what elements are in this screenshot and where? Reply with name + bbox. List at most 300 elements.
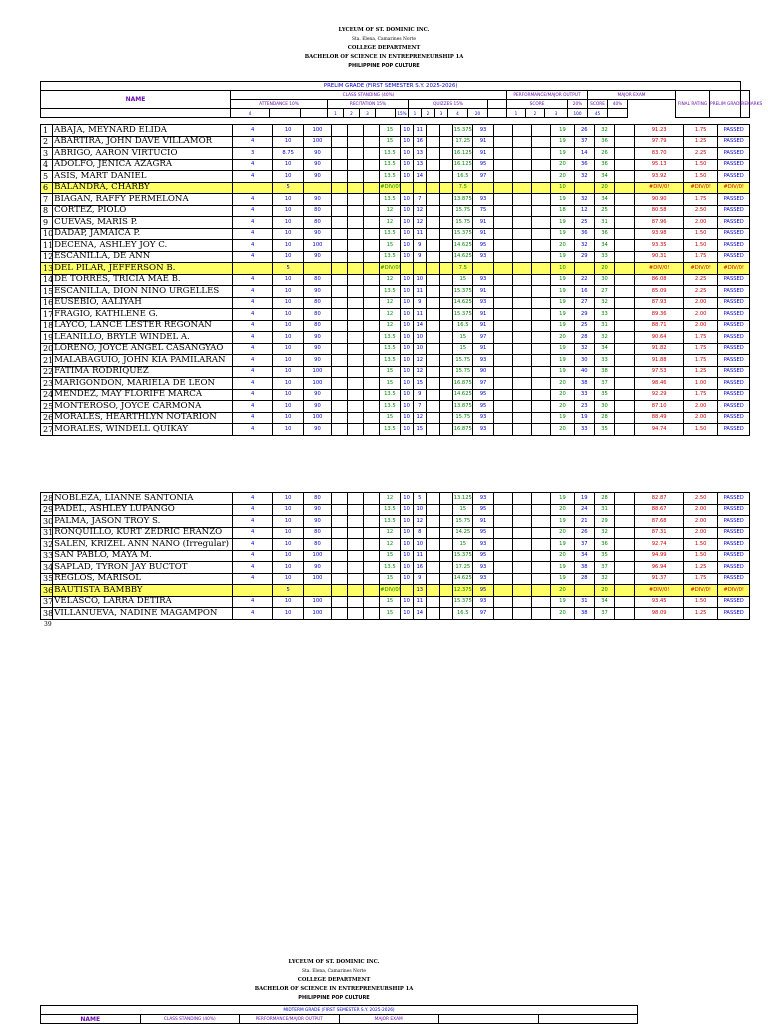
- exam-40pct: 31: [594, 504, 614, 516]
- recitation-1: 100: [304, 412, 331, 424]
- perf-score-2: [493, 125, 512, 137]
- spacer: [615, 596, 635, 608]
- prelim-grade: 2.00: [683, 412, 717, 424]
- final-rating: 86.08: [635, 274, 684, 286]
- final-rating: #DIV/0!: [635, 182, 684, 194]
- perf-score-2: [493, 297, 512, 309]
- exam-40pct: 34: [594, 596, 614, 608]
- student-name: MALABAGUIO, JOHN KIA PAMILARAN: [53, 355, 233, 367]
- perf-score-2: [493, 274, 512, 286]
- attendance: 4: [233, 596, 273, 608]
- table-row: [41, 240, 750, 252]
- recitation-1: 90: [304, 401, 331, 413]
- quiz-20: 14.625: [453, 573, 473, 585]
- recitation-header: RECITATION 15%: [328, 100, 409, 109]
- perf-score-1: 93: [473, 596, 493, 608]
- quiz-1: 10: [400, 217, 413, 229]
- table-row: [41, 527, 750, 539]
- recitation-2: [331, 389, 347, 401]
- prelim-grade: #DIV/0!: [683, 182, 717, 194]
- row-number: 36: [41, 585, 53, 597]
- exam-score: 16: [574, 286, 594, 298]
- recitation-15pct: 12: [380, 297, 400, 309]
- quiz-20: 15.75: [453, 366, 473, 378]
- perf-score-1: 95: [473, 389, 493, 401]
- table-row: [41, 125, 750, 137]
- perf-score-4: [532, 539, 551, 551]
- recitation-2: [331, 516, 347, 528]
- quiz-2: 15: [413, 424, 426, 436]
- recitation-2: [331, 539, 347, 551]
- final-rating: 82.87: [635, 493, 684, 505]
- recitation-15pct: 13.5: [380, 332, 400, 344]
- recitation-15pct: 13.5: [380, 251, 400, 263]
- recitation-blank: [364, 332, 380, 344]
- perf-score-1: 93: [473, 274, 493, 286]
- recitation-blank: [364, 401, 380, 413]
- quiz-1: 10: [400, 355, 413, 367]
- perf-score-1: 91: [473, 148, 493, 160]
- spacer: [615, 251, 635, 263]
- exam-40pct: 33: [594, 251, 614, 263]
- perf-score-4: [532, 366, 551, 378]
- remarks: PASSED: [718, 355, 750, 367]
- row-number: 13: [41, 263, 53, 275]
- attendance: 4: [233, 171, 273, 183]
- quiz-2: [413, 263, 426, 275]
- exam-40pct: 36: [594, 539, 614, 551]
- final-rating: 87.96: [635, 217, 684, 229]
- quiz-4: [439, 159, 452, 171]
- perf-score-4: [532, 205, 551, 217]
- recitation-2: [331, 182, 347, 194]
- exam-40pct: 20: [594, 182, 614, 194]
- quiz-2: 10: [413, 274, 426, 286]
- perf-score-4: [532, 194, 551, 206]
- quiz-3: [426, 274, 439, 286]
- row-number: 19: [41, 332, 53, 344]
- perf-20pct: 18: [551, 205, 574, 217]
- prelim-grade: 1.50: [683, 424, 717, 436]
- recitation-1: 90: [304, 251, 331, 263]
- quiz-20: 13.875: [453, 401, 473, 413]
- exam-score: 25: [574, 320, 594, 332]
- attendance: 4: [233, 389, 273, 401]
- recitation-15pct: 12: [380, 309, 400, 321]
- remarks: PASSED: [718, 366, 750, 378]
- quiz-3: [426, 182, 439, 194]
- prelim-grade-header: PRELIM GRADE: [710, 91, 741, 118]
- remarks: PASSED: [718, 159, 750, 171]
- quiz-20: 14.25: [453, 527, 473, 539]
- recitation-3: [347, 217, 363, 229]
- quiz-2: 5: [413, 493, 426, 505]
- perf-score-1: 93: [473, 412, 493, 424]
- quiz-4: [439, 205, 452, 217]
- perf-score-3: [512, 274, 531, 286]
- spacer: [615, 401, 635, 413]
- prelim-grade: 1.75: [683, 251, 717, 263]
- recitation-blank: [364, 194, 380, 206]
- quiz-4: [439, 309, 452, 321]
- perf-20pct: 20: [551, 171, 574, 183]
- recitation-2: [331, 159, 347, 171]
- recitation-blank: [364, 228, 380, 240]
- recitation-15pct: 13.5: [380, 286, 400, 298]
- student-name: ASIS, MART DANIEL: [53, 171, 233, 183]
- recitation-15pct: 12: [380, 539, 400, 551]
- perf-score-2: [493, 585, 512, 597]
- final-rating: 91.82: [635, 343, 684, 355]
- quiz-3: [426, 332, 439, 344]
- recitation-3: [347, 412, 363, 424]
- quiz-2: 11: [413, 309, 426, 321]
- recitation-15pct: 13.5: [380, 355, 400, 367]
- remarks: PASSED: [718, 274, 750, 286]
- final-rating: 95.13: [635, 159, 684, 171]
- final-rating: 94.99: [635, 550, 684, 562]
- recitation-blank: [364, 286, 380, 298]
- recitation-1: 100: [304, 378, 331, 390]
- recitation-2: [331, 263, 347, 275]
- perf-score-3: [512, 148, 531, 160]
- perf-score-2: [493, 608, 512, 620]
- perf-score-3: [512, 320, 531, 332]
- pct40-header: 40%: [608, 100, 628, 109]
- spacer: [615, 171, 635, 183]
- perf-score-2: [493, 539, 512, 551]
- quiz-4: [439, 297, 452, 309]
- recitation-blank: [364, 539, 380, 551]
- recitation-15pct: 13.5: [380, 228, 400, 240]
- table-row: [41, 343, 750, 355]
- recitation-15pct: #DIV/0!: [380, 585, 400, 597]
- recitation-15pct: 13.5: [380, 148, 400, 160]
- quiz-3: [426, 366, 439, 378]
- perf-score-4: [532, 401, 551, 413]
- prelim-grade: 2.25: [683, 148, 717, 160]
- table-row: [41, 171, 750, 183]
- quiz-1: 10: [400, 297, 413, 309]
- perf-score-1: 93: [473, 125, 493, 137]
- quiz-2: 12: [413, 205, 426, 217]
- remarks: PASSED: [718, 332, 750, 344]
- exam-score: 28: [574, 573, 594, 585]
- exam-40pct: 34: [594, 194, 614, 206]
- recitation-15pct: 15: [380, 596, 400, 608]
- spacer: [615, 539, 635, 551]
- exam-40pct: 37: [594, 378, 614, 390]
- quiz-1: 10: [400, 516, 413, 528]
- recitation-15pct: 15: [380, 240, 400, 252]
- table-row: [41, 205, 750, 217]
- attendance-10pct: 10: [272, 504, 303, 516]
- exam-score: 21: [574, 516, 594, 528]
- quiz-3: [426, 125, 439, 137]
- exam-40pct: 38: [594, 366, 614, 378]
- student-name: ABARTIRA, JOHN DAVE VILLAMOR: [53, 136, 233, 148]
- quiz-1: 10: [400, 424, 413, 436]
- exam-score: 19: [574, 493, 594, 505]
- recitation-blank: [364, 205, 380, 217]
- perf-score-1: 95: [473, 585, 493, 597]
- quiz-3: [426, 320, 439, 332]
- spacer: [615, 412, 635, 424]
- attendance-10pct: 10: [272, 424, 303, 436]
- recitation-blank: [364, 240, 380, 252]
- attendance-header: ATTENDANCE 10%: [231, 100, 328, 109]
- table-row: [41, 136, 750, 148]
- table-row: [41, 493, 750, 505]
- perf-score-1: 97: [473, 332, 493, 344]
- table-row: [41, 194, 750, 206]
- quiz-1: 10: [400, 608, 413, 620]
- perf-score-2: [493, 343, 512, 355]
- perf-score-3: [512, 516, 531, 528]
- perf-score-2: [493, 504, 512, 516]
- quiz-3: [426, 550, 439, 562]
- final-rating: 90.64: [635, 332, 684, 344]
- quiz-3: [426, 148, 439, 160]
- quiz-3: [426, 539, 439, 551]
- quiz-4: [439, 493, 452, 505]
- remarks: PASSED: [718, 228, 750, 240]
- perf-score-3: [512, 412, 531, 424]
- perf-score-2: [493, 389, 512, 401]
- spacer: [615, 527, 635, 539]
- attendance-10pct: 5: [272, 263, 303, 275]
- row-number: 6: [41, 182, 53, 194]
- perf-score-1: 95: [473, 550, 493, 562]
- attendance-10pct: 10: [272, 516, 303, 528]
- attendance: 4: [233, 274, 273, 286]
- recitation-1: 90: [304, 159, 331, 171]
- perf-score-3: [512, 343, 531, 355]
- quiz-3: [426, 240, 439, 252]
- perf-score-3: [512, 159, 531, 171]
- perf-20pct: 19: [551, 251, 574, 263]
- student-name: BIAGAN, RAFFY PERMELONA: [53, 194, 233, 206]
- attendance: 4: [233, 493, 273, 505]
- perf-score-4: [532, 125, 551, 137]
- attendance: 4: [233, 424, 273, 436]
- perf-score-2: [493, 286, 512, 298]
- prelim-grade: 2.00: [683, 527, 717, 539]
- final-rating: 96.94: [635, 562, 684, 574]
- quiz-20: 17.25: [453, 136, 473, 148]
- student-name: MENDEZ, MAY FLORIFE MARCA: [53, 389, 233, 401]
- final-rating: 87.10: [635, 401, 684, 413]
- quiz-20: 15: [453, 539, 473, 551]
- attendance-10pct: 10: [272, 125, 303, 137]
- quiz-3: [426, 596, 439, 608]
- prelim-grade: 1.50: [683, 171, 717, 183]
- quiz-3: [426, 389, 439, 401]
- recitation-15pct: 13.5: [380, 194, 400, 206]
- exam-score: 38: [574, 608, 594, 620]
- exam-40pct: 33: [594, 355, 614, 367]
- quiz-4: [439, 332, 452, 344]
- recitation-15pct: 15: [380, 136, 400, 148]
- final-rating: 93.35: [635, 240, 684, 252]
- recitation-3: [347, 585, 363, 597]
- recitation-2: [331, 148, 347, 160]
- quiz-3: [426, 355, 439, 367]
- row-number: 2: [41, 136, 53, 148]
- quiz-2: 10: [413, 504, 426, 516]
- quiz-1: 10: [400, 148, 413, 160]
- perf-score-2: [493, 251, 512, 263]
- remarks-header: REMARKS: [741, 91, 750, 118]
- exam-40pct: 27: [594, 286, 614, 298]
- recitation-blank: [364, 389, 380, 401]
- recitation-1: 90: [304, 562, 331, 574]
- quiz-3: [426, 171, 439, 183]
- recitation-1: 100: [304, 125, 331, 137]
- name-column-header-2: NAME: [41, 1015, 141, 1024]
- recitation-15pct: 15: [380, 378, 400, 390]
- exam-score: 14: [574, 148, 594, 160]
- recitation-2: [331, 424, 347, 436]
- recitation-blank: [364, 182, 380, 194]
- recitation-3: [347, 274, 363, 286]
- attendance: [233, 182, 273, 194]
- attendance: 4: [233, 332, 273, 344]
- attendance: 4: [233, 355, 273, 367]
- quiz-20: 14.625: [453, 240, 473, 252]
- table-row: [41, 286, 750, 298]
- quiz-4: [439, 240, 452, 252]
- student-name: ADOLFO, JENICA AZAGRA: [53, 159, 233, 171]
- quiz-20: 15.375: [453, 309, 473, 321]
- recitation-2: [331, 274, 347, 286]
- attendance: 4: [233, 516, 273, 528]
- perf-score-2: [493, 493, 512, 505]
- department-name: COLLEGE DEPARTMENT: [347, 45, 421, 51]
- perf-score-1: 91: [473, 286, 493, 298]
- score2-header: SCORE: [588, 100, 608, 109]
- final-rating: 91.23: [635, 125, 684, 137]
- student-name: CORTEZ, PIOLO: [53, 205, 233, 217]
- recitation-blank: [364, 412, 380, 424]
- quiz-4: 4: [448, 109, 468, 118]
- perf-score-3: [512, 539, 531, 551]
- attendance-10pct: 10: [272, 596, 303, 608]
- perf-score-3: [512, 389, 531, 401]
- perf-20pct: 19: [551, 217, 574, 229]
- perf-score-2: [493, 332, 512, 344]
- recitation-15pct: 12: [380, 274, 400, 286]
- quiz-20: 15.375: [453, 228, 473, 240]
- recitation-3: [347, 378, 363, 390]
- perf-score-2: [493, 366, 512, 378]
- quiz-2: 9: [413, 240, 426, 252]
- quiz-1: 10: [400, 171, 413, 183]
- recitation-3: [347, 148, 363, 160]
- remarks: PASSED: [718, 573, 750, 585]
- quiz-2: 11: [413, 228, 426, 240]
- prelim-grade: 2.00: [683, 516, 717, 528]
- perf-score-3: [512, 562, 531, 574]
- perf-20pct: 19: [551, 355, 574, 367]
- prelim-grade: 1.25: [683, 562, 717, 574]
- exam-40pct: 20: [594, 263, 614, 275]
- recitation-15pct: 15: [380, 550, 400, 562]
- row-number: 23: [41, 378, 53, 390]
- perf-score-2: [493, 205, 512, 217]
- recitation-2: [331, 343, 347, 355]
- perf-20pct: 19: [551, 493, 574, 505]
- perf-score-3: [512, 596, 531, 608]
- quiz-3: [426, 159, 439, 171]
- department-name-2: COLLEGE DEPARTMENT: [297, 977, 371, 983]
- perf-score-1: 97: [473, 378, 493, 390]
- final-rating: 94.74: [635, 424, 684, 436]
- recitation-blank: [364, 493, 380, 505]
- recitation-15pct: #DIV/0!: [380, 182, 400, 194]
- perf-score-2: [493, 194, 512, 206]
- perf-score-2: [493, 159, 512, 171]
- quiz-4: [439, 573, 452, 585]
- perf-score-3: [512, 205, 531, 217]
- perf-score-4: [532, 297, 551, 309]
- quiz-2: 12: [413, 217, 426, 229]
- perf-score-4: [532, 562, 551, 574]
- prelim-grade: 2.00: [683, 504, 717, 516]
- class-standing-header-2: CLASS STANDING (40%): [140, 1015, 240, 1024]
- final-rating: 90.31: [635, 251, 684, 263]
- perf-20pct: 19: [551, 573, 574, 585]
- perf-20pct: 20: [551, 389, 574, 401]
- exam-score: 29: [574, 309, 594, 321]
- remarks: PASSED: [718, 516, 750, 528]
- attendance-max: 4: [231, 109, 270, 118]
- attendance: 4: [233, 194, 273, 206]
- perf-score-1: 93: [473, 562, 493, 574]
- table-row: [41, 573, 750, 585]
- perf-score-2: [493, 355, 512, 367]
- row-number: 14: [41, 274, 53, 286]
- recitation-2: [331, 493, 347, 505]
- recitation-1: 90: [304, 343, 331, 355]
- quiz-20: 14.625: [453, 389, 473, 401]
- perf-score-4: [532, 573, 551, 585]
- table-row: [41, 539, 750, 551]
- recitation-2: [331, 585, 347, 597]
- performance-header-2: PERFORMANCE/MAJOR OUTPUT: [240, 1015, 340, 1024]
- recitation-1: [304, 182, 331, 194]
- recitation-blank: [364, 171, 380, 183]
- table-row: [41, 263, 750, 275]
- quiz-4: [439, 171, 452, 183]
- exam-40pct: 37: [594, 608, 614, 620]
- recitation-3: [347, 562, 363, 574]
- quiz-2: 12: [413, 516, 426, 528]
- exam-40pct: 31: [594, 217, 614, 229]
- attendance-10pct: 10: [272, 136, 303, 148]
- recitation-3: [347, 125, 363, 137]
- exam-score: 40: [574, 366, 594, 378]
- remarks: PASSED: [718, 125, 750, 137]
- quiz-20: 14.625: [453, 251, 473, 263]
- attendance-10pct: 5: [272, 182, 303, 194]
- exam-score: 33: [574, 389, 594, 401]
- attendance-10pct: 10: [272, 378, 303, 390]
- quiz-1: 10: [400, 366, 413, 378]
- attendance-10pct: 10: [272, 159, 303, 171]
- row-number: 33: [41, 550, 53, 562]
- quiz-2: 9: [413, 573, 426, 585]
